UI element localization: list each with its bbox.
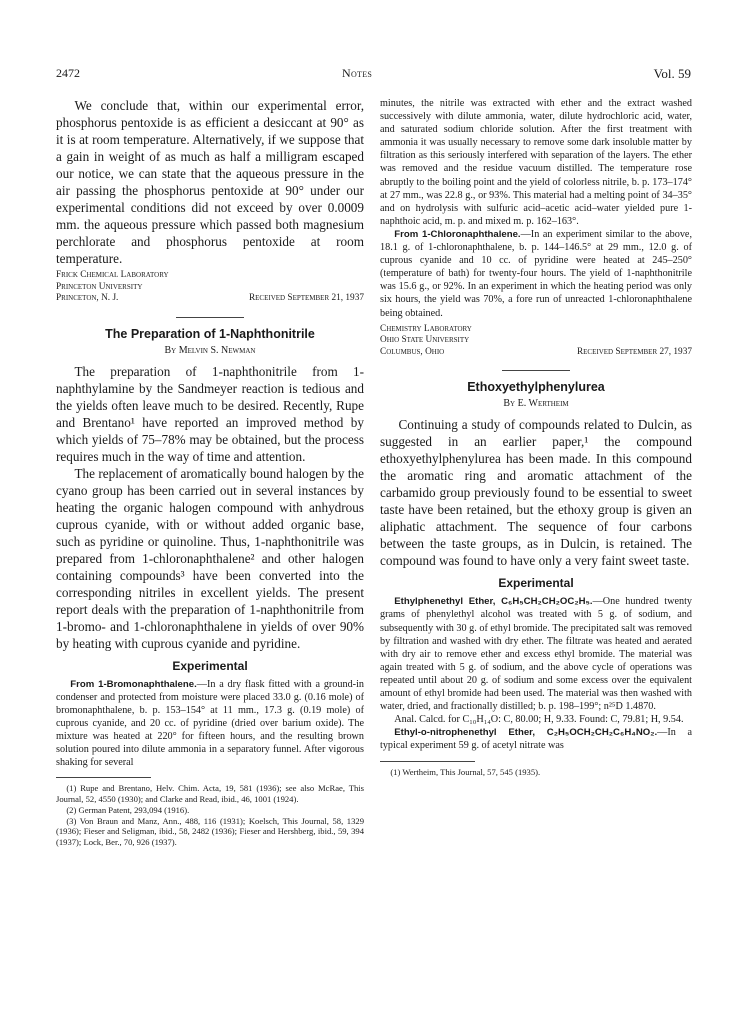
section-heading-experimental: Experimental <box>498 576 574 591</box>
paragraph-intro: The preparation of 1-naphthonitrile from 1-naphthylamine by the Sandmeyer reaction is tedious and the yields often leave much to be desired. Recently, Rupe and Brentano¹ have reported an improved method by which yields of 75–78% may be obtained, but the process requires much in the way of time and attention. <box>56 363 364 464</box>
paragraph-ether-procedure <box>380 595 692 713</box>
procedure-label: Ethyl-o-nitrophenethyl Ether, C₂H₅OCH₂CH₂C₆H₄NO₂. <box>394 727 658 739</box>
procedure-text: —In a dry flask fitted with a ground-in condenser and protected from moisture were placed 33.0 g. (0.16 mole) of bromonaphthalene, b. p. 153–154° at 11 mm., 17.3 g. (0.19 mole) of cuprous cyanide, and 20 cc. of pyridine (dried over barium oxide). The mixture was heated at 220° for fifteen hours, and the resulting brown solution poured into dilute ammonia in a separatory funnel. After vigorous shaking for several <box>56 678 364 769</box>
right-column <box>380 97 692 777</box>
procedure-text: —In an experiment similar to the above, 18.1 g. of 1-chloronaphthalene, b. p. 144–146.5° at 29 mm., 12.0 g. of cuprous cyanide and 10 cc. of pyridine were heated at 245–250° (temperature of bath) for twenty-four hours. The yield of 1-naphthonitrile was 15.6 g., or 92%. In an experiment in which the heating period was only six hours, the yield was 70%, a fore run of unreacted 1-chloronaphthalene being obtained. <box>380 228 692 319</box>
affiliation-block-1 <box>56 270 364 305</box>
affiliation-block-2 <box>380 324 692 359</box>
affiliation-line: Ohio State University <box>380 335 470 346</box>
article-title: The Preparation of 1-Naphthonitrile <box>105 326 315 341</box>
footnote: (3) Von Braun and Manz, Ann., 488, 116 (1931); Koelsch, This Journal, 58, 1329 (1936); Fieser and Seligman, ibid., 58, 2482 (1936); Fieser and Hershberg, ibid., 59, 394 (1937); Lock, Ber., 70, 926 (1937). <box>56 815 364 847</box>
left-column <box>56 97 364 848</box>
footnote: (1) Rupe and Brentano, Helv. Chim. Acta, 19, 581 (1936); see also McRae, This Journal, 52, 4550 (1930); and Clarke and Read, ibid., 46, 1001 (1924). <box>56 783 364 805</box>
affiliation-line: Princeton University <box>56 281 143 292</box>
section-title: Notes <box>342 66 373 80</box>
paragraph-chloro-procedure <box>380 228 692 320</box>
procedure-label: From 1-Bromonaphthalene. <box>70 678 197 690</box>
received-date: Received September 21, 1937 <box>248 293 364 303</box>
page-number: 2472 <box>56 66 80 80</box>
affiliation-line: Frick Chemical Laboratory <box>56 270 169 280</box>
running-header <box>0 66 747 84</box>
footnote-divider <box>380 761 475 762</box>
paragraph-conclusion: We conclude that, within our experimental error, phosphorus pentoxide is as efficient a desiccant at 90° as it is at room temperature. Alternatively, if we suppose that a gain in weight of as much as half a milligram escaped our notice, we can state that the aqueous pressure in the air passing the phosphorus pentoxide at 90° under our experimental conditions did not exceed by over 0.0009 mm. the aqueous pressure which passed both magnesium perchlorate and phosphorus pentoxide at room temperature. <box>56 98 364 266</box>
affiliation-city: Columbus, Ohio <box>380 346 445 357</box>
paragraph-analysis: Anal. Calcd. for C₁₀H₁₄O: C, 80.00; H, 9.33. Found: C, 79.81; H, 9.54. <box>394 714 684 726</box>
paragraph-continuation: minutes, the nitrile was extracted with ether and the extract washed successively with dilute ammonia, water, dilute hydrochloric acid, water, and saturated sodium chloride solution. After the first treatment with ammonia it was usually necessary to remove some dark insoluble matter by filtration as this seriously interfered with separation of the layers. The ether was removed and the residue vacuum distilled. The temperature rose abruptly to the boiling point and the yield of colorless nitrile, b. p. 173–174° at 27 mm., was 22.8 g., or 93%. This material had a melting point of 34–35° and on hydrolysis with sulfuric acid–acetic acid–water yielded pure 1-naphthoic acid, m. p. and mixed m. p. 162–163°. <box>380 98 692 227</box>
paragraph-bromo-procedure <box>56 678 364 770</box>
footnote-divider <box>56 777 151 778</box>
procedure-text: —One hundred twenty grams of phenylethyl alcohol was treated with 5 g. of sodium, and subsequently with 30 g. of ethyl bromide. The precipitated salt was removed by filtration and washed with dry ether. The filtrate was heated and aerated with dry air to remove ether and excess ethyl bromide. The material was again treated with 5 g. of sodium, and the above cycle of operations was repeated until about 20 g. of sodium and some excess over the equivalent amount of ethyl bromide had been used. The material was then washed with water, dried, and fractionally distilled; b. p. 198–199°; n²⁵D 1.4870. <box>380 596 692 713</box>
article-divider <box>502 370 570 371</box>
paragraph-replacement: The replacement of aromatically bound halogen by the cyano group has been carried out in several instances by heating the organic halogen compound with anhydrous cuprous cyanide, with or without added organic base, such as pyridine or quinoline. Thus, 1-naphthonitrile was prepared from 1-chloronaphthalene² and other halogen containing compounds³ have been converted into the corresponding nitriles in excellent yields. The present report deals with the preparation of 1-naphthonitrile from 1-bromo- and 1-chloronaphthalene in yields of over 90% by heating with cuprous cyanide and pyridine. <box>56 465 364 651</box>
paragraph-nitro-procedure <box>380 726 692 752</box>
affiliation-line: Chemistry Laboratory <box>380 323 472 334</box>
article-title: Ethoxyethylphenylurea <box>467 380 605 395</box>
footnote: (1) Wertheim, This Journal, 57, 545 (1935). <box>390 766 541 777</box>
footnote: (2) German Patent, 293,094 (1916). <box>66 804 190 815</box>
article-author: By E. Wertheim <box>503 398 569 410</box>
procedure-label: Ethylphenethyl Ether, C₆H₅CH₂CH₂OC₂H₅. <box>394 596 593 608</box>
article-author: By Melvin S. Newman <box>164 344 256 356</box>
affiliation-line-with-date <box>380 347 692 359</box>
volume-label: Vol. 59 <box>653 66 691 81</box>
received-date: Received September 27, 1937 <box>576 346 692 357</box>
procedure-label: From 1-Chloronaphthalene. <box>394 228 521 240</box>
affiliation-line-with-date <box>56 293 364 305</box>
procedure-text: —In a typical experiment 59 g. of acetyl nitrate was <box>380 727 692 752</box>
affiliation-city: Princeton, N. J. <box>56 293 119 303</box>
section-heading-experimental: Experimental <box>172 658 248 673</box>
article-divider <box>176 317 244 318</box>
paragraph-intro: Continuing a study of compounds related to Dulcin, as suggested in an earlier paper,¹ the compound ethoxyethylphenylurea has been made. In this compound the aromatic ring and aromatic attachment of the carbamido group previously found to be essential to sweet taste have been retained, but the ethoxy group is given an aliphatic attachment. The sequence of four carbons between the taste groups, as in Dulcin, is retained. The compound was found to have only a very faint sweet taste. <box>380 417 692 569</box>
